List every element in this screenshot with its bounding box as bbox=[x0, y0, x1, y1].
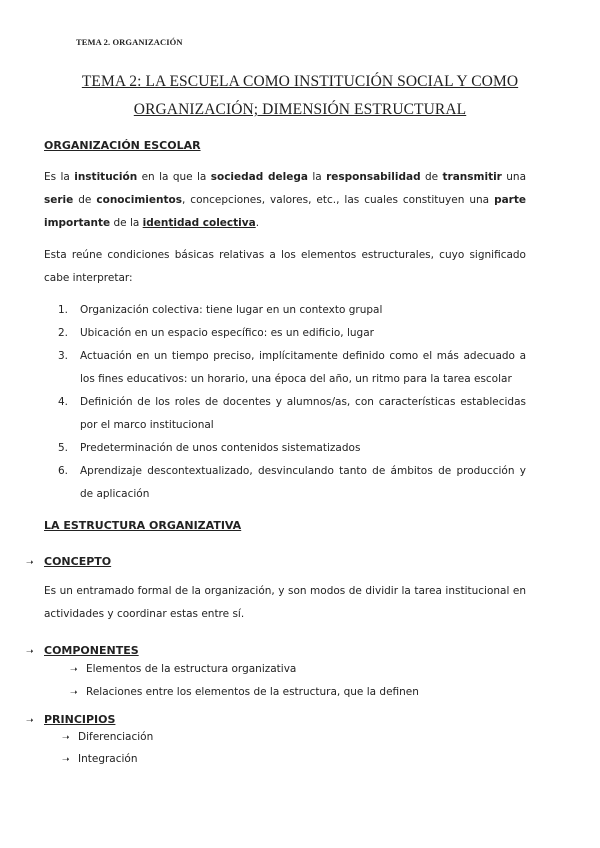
paragraph-concepto: Es un entramado formal de la organización, y son modos de dividir la tarea institucional en actividades y coordinar estas entre sí. bbox=[44, 585, 526, 620]
list-item: ➝ Elementos de la estructura organizativa bbox=[70, 663, 297, 675]
list-item: 2. Ubicación en un espacio específico: es un edificio, lugar bbox=[58, 327, 374, 339]
arrow-bullet-icon: ➝ bbox=[26, 647, 34, 657]
list-item: 6. Aprendizaje descontextualizado, desvinculando tanto de ámbitos de producción y de aplicación bbox=[58, 465, 526, 500]
paragraph-definicion: Es la institución en la que la sociedad delega la responsabilidad de transmitir una serie de conocimientos, concepciones, valores, etc., las cuales constituyen una parte importante de la identidad colectiva. bbox=[44, 171, 527, 229]
list-item: 4. Definición de los roles de docentes y alumnos/as, con características establecidas por el marco institucional bbox=[58, 396, 526, 431]
arrow-bullet-icon: ➝ bbox=[70, 688, 78, 698]
arrow-bullet-icon: ➝ bbox=[62, 755, 70, 765]
subheading-principios: PRINCIPIOS bbox=[44, 713, 116, 726]
list-item: ➝ Integración bbox=[62, 753, 138, 765]
document-title-line-2: ORGANIZACIÓN; DIMENSIÓN ESTRUCTURAL bbox=[133, 101, 467, 118]
paragraph-condiciones: Esta reúne condiciones básicas relativas a los elementos estructurales, cuyo significado cabe interpretar: bbox=[44, 249, 526, 284]
arrow-bullet-icon: ➝ bbox=[62, 733, 70, 743]
running-header: TEMA 2. ORGANIZACIÓN bbox=[76, 37, 183, 47]
arrow-bullet-icon: ➝ bbox=[26, 716, 34, 726]
list-item: ➝ Relaciones entre los elementos de la estructura, que la definen bbox=[70, 686, 419, 698]
section-heading-estructura-organizativa: LA ESTRUCTURA ORGANIZATIVA bbox=[44, 519, 242, 532]
bullet-principios bbox=[26, 708, 115, 727]
conditions-list bbox=[58, 299, 526, 506]
bullet-concepto bbox=[26, 550, 111, 569]
arrow-bullet-icon: ➝ bbox=[70, 665, 78, 675]
bullet-componentes bbox=[26, 639, 139, 658]
arrow-bullet-icon: ➝ bbox=[26, 558, 34, 568]
subheading-componentes: COMPONENTES bbox=[44, 644, 139, 657]
list-item: ➝ Diferenciación bbox=[62, 731, 154, 743]
list-item: 3. Actuación en un tiempo preciso, implícitamente definido como el más adecuado a los fines educativos: un horario, una época del año, un ritmo para la tarea escolar bbox=[58, 350, 526, 385]
subheading-concepto: CONCEPTO bbox=[44, 555, 112, 568]
document-title-line-1: TEMA 2: LA ESCUELA COMO INSTITUCIÓN SOCIAL Y COMO bbox=[81, 73, 519, 90]
list-item: 1. Organización colectiva: tiene lugar en un contexto grupal bbox=[58, 304, 383, 316]
list-item: 5. Predeterminación de unos contenidos sistematizados bbox=[58, 442, 361, 454]
section-heading-organizacion-escolar: ORGANIZACIÓN ESCOLAR bbox=[44, 139, 201, 152]
